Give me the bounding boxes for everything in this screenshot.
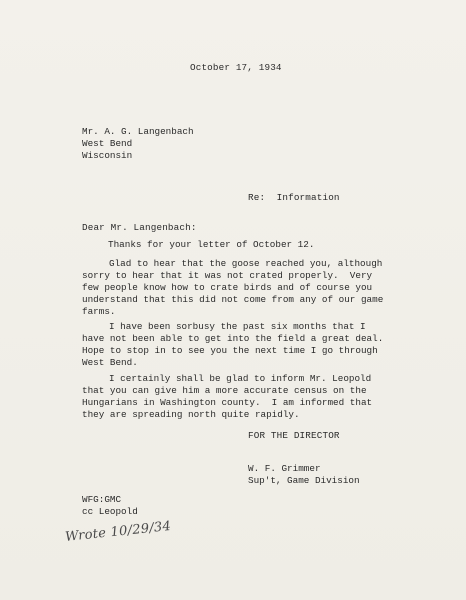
paragraph-4 [82, 373, 372, 421]
paragraph-line: I have been sorbusy the past six months that I [109, 321, 366, 332]
closing: FOR THE DIRECTOR [248, 430, 340, 441]
recipient-address [82, 126, 194, 162]
subject-line: Re: Information [248, 192, 340, 203]
carbon-copy: cc Leopold [82, 506, 138, 517]
initials: WFG:GMC [82, 494, 122, 505]
paragraph-2 [82, 258, 383, 318]
paragraph-3 [82, 321, 383, 369]
paragraph-line: Hungarians in Washington county. I am informed that [82, 397, 373, 408]
paragraph-line: West Bend. [82, 357, 138, 368]
paragraph-line: Hope to stop in to see you the next time I go through [82, 345, 378, 356]
paragraph-line: understand that this did not come from any of our game [82, 294, 384, 305]
reference-initials [82, 494, 138, 518]
paragraph-line: sorry to hear that it was not crated properly. Very [82, 270, 373, 281]
paragraph-line: Glad to hear that the goose reached you, although [109, 258, 383, 269]
paragraph-line: that you can give him a more accurate census on the [82, 385, 367, 396]
signature-block [248, 463, 360, 487]
salutation: Dear Mr. Langenbach: [82, 222, 197, 233]
paragraph-line: they are spreading north quite rapidly. [82, 409, 300, 420]
letter-date: October 17, 1934 [190, 62, 282, 73]
paragraph-line: have not been able to get into the field a great deal. [82, 333, 384, 344]
recipient-line: Wisconsin [82, 150, 133, 161]
paragraph-line: Thanks for your letter of October 12. [108, 239, 315, 250]
paragraph-line: farms. [82, 306, 116, 317]
recipient-line: Mr. A. G. Langenbach [82, 126, 194, 137]
signature-title: Sup't, Game Division [248, 475, 360, 486]
paragraph-1 [108, 239, 314, 251]
handwritten-note: Wrote 10/29/34 [64, 518, 172, 545]
recipient-line: West Bend [82, 138, 133, 149]
signature-name: W. F. Grimmer [248, 463, 321, 474]
paragraph-line: few people know how to crate birds and of course you [82, 282, 373, 293]
paragraph-line: I certainly shall be glad to inform Mr. Leopold [109, 373, 372, 384]
